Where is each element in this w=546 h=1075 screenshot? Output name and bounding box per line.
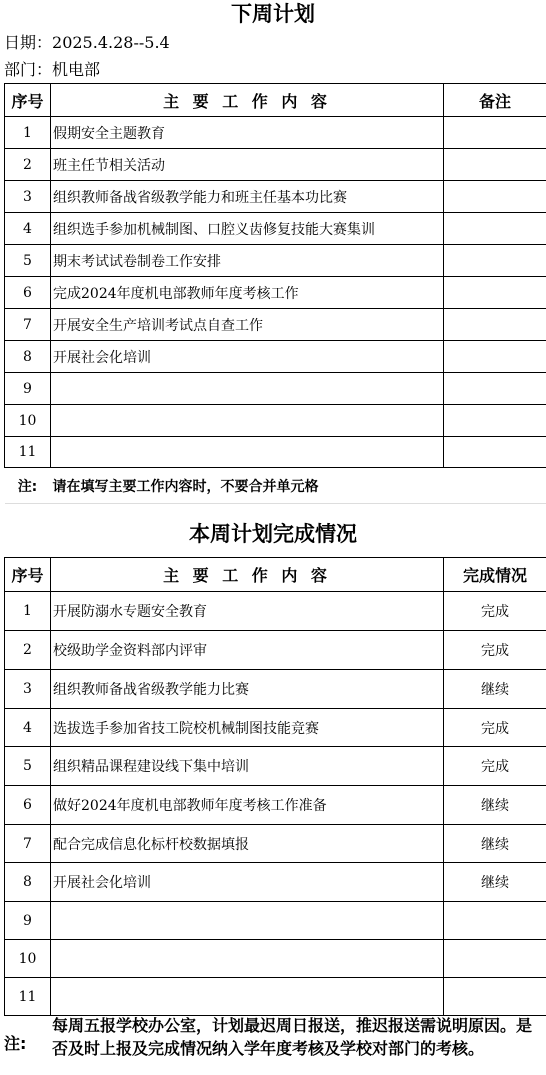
table-row (5, 747, 546, 786)
row-number: 6 (5, 277, 51, 309)
completion-status-cell (444, 978, 546, 1016)
work-content-cell (51, 902, 444, 940)
remark-cell (444, 245, 546, 277)
completion-status-cell: 完成 (444, 631, 546, 670)
row-number: 8 (5, 863, 51, 902)
remark-cell (444, 181, 546, 213)
this-week-table (4, 557, 546, 1016)
row-number: 2 (5, 149, 51, 181)
table-header-row (5, 558, 546, 592)
department-label: 部门： (4, 60, 53, 79)
remark-cell (444, 373, 546, 405)
note-text: 请在填写主要工作内容时，不要合并单元格 (51, 468, 546, 504)
table-row (5, 670, 546, 709)
row-number: 10 (5, 405, 51, 437)
next-week-table (4, 83, 546, 504)
work-content-cell (51, 437, 444, 468)
work-content-cell: 班主任节相关活动 (51, 149, 444, 181)
header-seq: 序号 (5, 84, 51, 117)
row-number: 1 (5, 592, 51, 631)
remark-cell (444, 117, 546, 149)
row-number: 8 (5, 341, 51, 373)
table-row (5, 149, 546, 181)
row-number: 4 (5, 709, 51, 747)
remark-cell (444, 341, 546, 373)
work-content-cell: 假期安全主题教育 (51, 117, 444, 149)
table-row (5, 592, 546, 631)
completion-status-cell: 继续 (444, 863, 546, 902)
work-content-cell: 组织选手参加机械制图、口腔义齿修复技能大赛集训 (51, 213, 444, 245)
note-label: 注: (4, 1034, 27, 1053)
header-content: 主 要 工 作 内 容 (51, 558, 444, 592)
row-number: 3 (5, 181, 51, 213)
date-value: 2025.4.28--5.4 (52, 33, 170, 52)
row-number: 11 (5, 437, 51, 468)
row-number: 6 (5, 786, 51, 825)
table-row (5, 902, 546, 940)
work-content-cell (51, 940, 444, 978)
work-content-cell: 组织教师备战省级教学能力比赛 (51, 670, 444, 709)
work-content-cell: 开展防溺水专题安全教育 (51, 592, 444, 631)
table-row (5, 825, 546, 863)
completion-status-cell (444, 940, 546, 978)
note-row (5, 468, 546, 504)
work-content-cell: 选拔选手参加省技工院校机械制图技能竞赛 (51, 709, 444, 747)
note-label: 注: (5, 468, 51, 504)
remark-cell (444, 149, 546, 181)
table-row (5, 309, 546, 341)
row-number: 4 (5, 213, 51, 245)
work-content-cell (51, 978, 444, 1016)
header-status: 完成情况 (444, 558, 546, 592)
row-number: 5 (5, 747, 51, 786)
row-number: 1 (5, 117, 51, 149)
table-row (5, 709, 546, 747)
table-row (5, 181, 546, 213)
work-content-cell: 校级助学金资料部内评审 (51, 631, 444, 670)
remark-cell (444, 309, 546, 341)
completion-status-cell: 完成 (444, 709, 546, 747)
work-content-cell: 完成2024年度机电部教师年度考核工作 (51, 277, 444, 309)
next-week-title: 下周计划 (231, 2, 315, 26)
work-content-cell (51, 373, 444, 405)
work-content-cell: 配合完成信息化标杆校数据填报 (51, 825, 444, 863)
table-row (5, 245, 546, 277)
table-row (5, 631, 546, 670)
note-text: 每周五报学校办公室，计划最迟周日报送，推迟报送需说明原因。是否及时上报及完成情况纳入学年度考核及学校对部门的考核。 (52, 1016, 533, 1058)
table-row (5, 437, 546, 468)
completion-status-cell: 完成 (444, 747, 546, 786)
work-content-cell: 开展社会化培训 (51, 341, 444, 373)
table-row (5, 863, 546, 902)
work-content-cell: 开展社会化培训 (51, 863, 444, 902)
table-row (5, 786, 546, 825)
remark-cell (444, 213, 546, 245)
remark-cell (444, 277, 546, 309)
table-row (5, 213, 546, 245)
header-content: 主 要 工 作 内 容 (51, 84, 444, 117)
row-number: 2 (5, 631, 51, 670)
completion-status-cell: 继续 (444, 825, 546, 863)
header-remark: 备注 (444, 84, 546, 117)
table-row (5, 277, 546, 309)
remark-cell (444, 405, 546, 437)
table-row (5, 405, 546, 437)
row-number: 7 (5, 825, 51, 863)
date-label: 日期： (4, 33, 53, 52)
table-row (5, 978, 546, 1016)
row-number: 9 (5, 373, 51, 405)
work-content-cell: 组织精品课程建设线下集中培训 (51, 747, 444, 786)
date-line (4, 32, 170, 54)
table-row (5, 341, 546, 373)
row-number: 3 (5, 670, 51, 709)
work-content-cell: 做好2024年度机电部教师年度考核工作准备 (51, 786, 444, 825)
department-value: 机电部 (52, 60, 101, 79)
work-content-cell: 组织教师备战省级教学能力和班主任基本功比赛 (51, 181, 444, 213)
table-row (5, 373, 546, 405)
table-row (5, 117, 546, 149)
this-week-title: 本周计划完成情况 (189, 522, 357, 546)
completion-status-cell: 继续 (444, 786, 546, 825)
completion-status-cell: 继续 (444, 670, 546, 709)
table-header-row (5, 84, 546, 117)
completion-status-cell: 完成 (444, 592, 546, 631)
row-number: 10 (5, 940, 51, 978)
work-content-cell: 开展安全生产培训考试点自查工作 (51, 309, 444, 341)
work-content-cell (51, 405, 444, 437)
row-number: 7 (5, 309, 51, 341)
row-number: 5 (5, 245, 51, 277)
completion-status-cell (444, 902, 546, 940)
row-number: 11 (5, 978, 51, 1016)
department-line (4, 59, 100, 81)
table-row (5, 940, 546, 978)
header-seq: 序号 (5, 558, 51, 592)
remark-cell (444, 437, 546, 468)
row-number: 9 (5, 902, 51, 940)
work-content-cell: 期末考试试卷制卷工作安排 (51, 245, 444, 277)
